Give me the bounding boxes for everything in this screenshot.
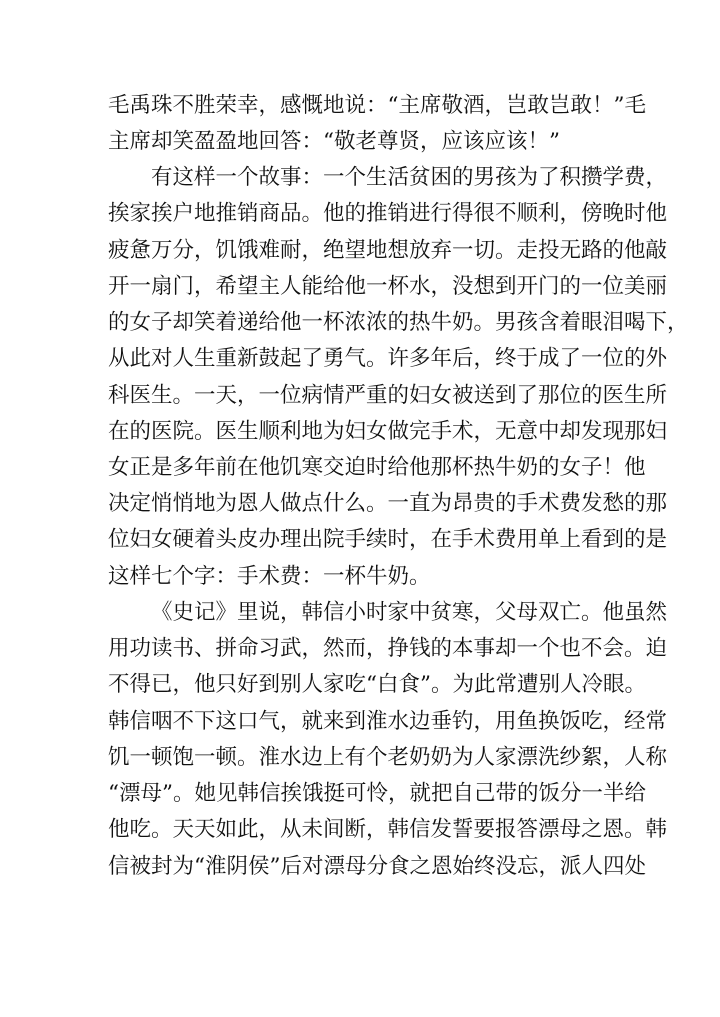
text-line: 毛禹珠不胜荣幸，感慨地说：“主席敬酒，岂敢岂敢！”毛 bbox=[108, 93, 646, 118]
text-line: 的女子却笑着递给他一杯浓浓的热牛奶。男孩含着眼泪喝下， bbox=[108, 310, 689, 335]
text-line: 饥一顿饱一顿。淮水边上有个老奶奶为人家漂洗纱絮，人称 bbox=[108, 745, 668, 770]
text-line: 主席却笑盈盈地回答：“敬老尊贤，应该应该！” bbox=[108, 129, 560, 154]
text-line: 信被封为“淮阴侯”后对漂母分食之恩始终没忘，派人四处 bbox=[108, 854, 646, 879]
text-line: 韩信咽不下这口气，就来到淮水边垂钓，用鱼换饭吃，经常 bbox=[108, 709, 668, 734]
text-line: 在的医院。医生顺利地为妇女做完手术，无意中却发现那妇 bbox=[108, 419, 668, 444]
text-line: 从此对人生重新鼓起了勇气。许多年后，终于成了一位的外 bbox=[108, 346, 668, 371]
text-line: 女正是多年前在他饥寒交迫时给他那杯热牛奶的女子！他 bbox=[108, 455, 646, 480]
text-line: 位妇女硬着头皮办理出院手续时，在手术费用单上看到的是 bbox=[108, 527, 668, 552]
text-line: 用功读书、拼命习武，然而，挣钱的本事却一个也不会。迫 bbox=[108, 636, 668, 661]
text-line: 挨家挨户地推销商品。他的推销进行得很不顺利，傍晚时他 bbox=[108, 201, 668, 226]
text-line: 开一扇门，希望主人能给他一杯水，没想到开门的一位美丽 bbox=[108, 274, 668, 299]
text-line: 疲惫万分，饥饿难耐，绝望地想放弃一切。走投无路的他敲 bbox=[108, 238, 668, 263]
paragraph-first-line: 《史记》里说，韩信小时家中贫寒，父母双亡。他虽然 bbox=[151, 600, 668, 625]
text-line: 他吃。天天如此，从未间断，韩信发誓要报答漂母之恩。韩 bbox=[108, 817, 668, 842]
text-line: 这样七个字：手术费：一杯牛奶。 bbox=[108, 564, 431, 589]
text-line: 不得已，他只好到别人家吃“白食”。为此常遭别人冷眼。 bbox=[108, 672, 646, 697]
paragraph-first-line: 有这样一个故事：一个生活贫困的男孩为了积攒学费， bbox=[151, 165, 668, 190]
text-line: 决定悄悄地为恩人做点什么。一直为昂贵的手术费发愁的那 bbox=[108, 491, 668, 516]
text-line: “漂母”。她见韩信挨饿挺可怜，就把自己带的饭分一半给 bbox=[108, 781, 646, 806]
text-line: 科医生。一天，一位病情严重的妇女被送到了那位的医生所 bbox=[108, 383, 668, 408]
